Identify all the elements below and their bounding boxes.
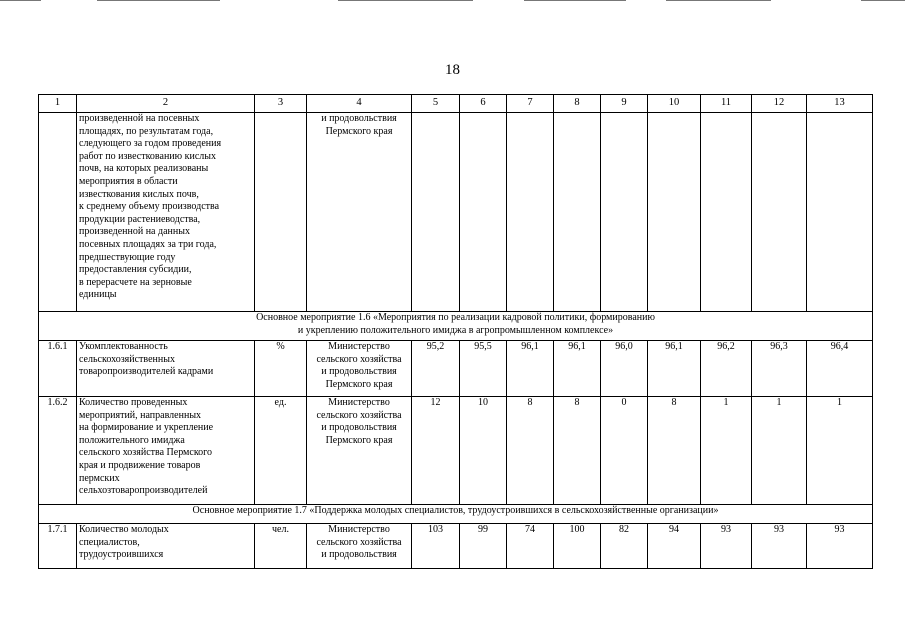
value-cell: 96,0: [601, 341, 648, 397]
value-cell: 96,1: [648, 341, 701, 397]
row-number-cell: [39, 113, 77, 312]
value-cell: 93: [701, 524, 752, 569]
text-line: на формирование и укрепление: [79, 422, 214, 434]
value-cell: 8: [507, 397, 554, 505]
text-line: сельского хозяйства: [316, 536, 402, 548]
row-number-cell: 1.7.1: [39, 524, 77, 569]
value-cell: 82: [601, 524, 648, 569]
table-header-row: [39, 95, 873, 113]
value-cell: 95,5: [460, 341, 507, 397]
value-cell: 8: [554, 397, 601, 505]
indicator-name-cell: [77, 397, 255, 505]
text-line: Министерство: [328, 341, 390, 352]
text-line: работ по известкованию кислых: [79, 150, 216, 162]
value-cell: [752, 113, 807, 312]
text-line: и укреплению положительного имиджа в агропромышленном комплексе»: [297, 324, 614, 336]
value-cell: 93: [752, 524, 807, 569]
header-cell: 13: [807, 95, 873, 113]
row-number-cell: 1.6.1: [39, 341, 77, 397]
value-cell: 96,4: [807, 341, 873, 397]
text-line: и продовольствия: [321, 422, 397, 434]
value-cell: 99: [460, 524, 507, 569]
indicator-name-cell: [77, 113, 255, 312]
section-heading: [39, 312, 873, 341]
text-line: Министерство: [328, 397, 390, 408]
header-cell: 5: [412, 95, 460, 113]
text-line: специалистов,: [79, 536, 140, 548]
value-cell: [648, 113, 701, 312]
header-cell: 7: [507, 95, 554, 113]
table-row-1-7-1: [39, 524, 873, 569]
header-cell: 9: [601, 95, 648, 113]
text-line: произведенной на данных: [79, 226, 190, 238]
text-line: Пермского края: [325, 378, 393, 390]
header-cell: 8: [554, 95, 601, 113]
text-line: предоставления субсидии,: [79, 264, 192, 276]
text-line: Пермского края: [325, 434, 393, 446]
table-row-1-6-1: [39, 341, 873, 397]
header-cell: 10: [648, 95, 701, 113]
text-line: сельского хозяйства: [316, 353, 402, 365]
value-cell: [412, 113, 460, 312]
header-cell: 4: [307, 95, 412, 113]
header-cell: 1: [39, 95, 77, 113]
section-row-1-7: [39, 505, 873, 524]
text-line: пермских: [79, 472, 120, 484]
value-cell: 1: [701, 397, 752, 505]
row-number-cell: 1.6.2: [39, 397, 77, 505]
value-cell: 103: [412, 524, 460, 569]
value-cell: [507, 113, 554, 312]
value-cell: 95,2: [412, 341, 460, 397]
responsible-cell: [307, 113, 412, 312]
text-line: края и продвижение товаров: [79, 459, 201, 471]
responsible-cell: [307, 397, 412, 505]
value-cell: 96,2: [701, 341, 752, 397]
value-cell: 96,1: [507, 341, 554, 397]
text-line: сельского хозяйства Пермского: [79, 447, 213, 459]
value-cell: [701, 113, 752, 312]
value-cell: 0: [601, 397, 648, 505]
text-line: сельского хозяйства: [316, 409, 402, 421]
text-line: и продовольствия: [321, 549, 397, 561]
text-line: сельскохозяйственных: [79, 353, 175, 365]
header-cell: 2: [77, 95, 255, 113]
text-line: Основное мероприятие 1.6 «Мероприятия по реализации кадровой политики, формированию: [256, 312, 655, 323]
value-cell: 8: [648, 397, 701, 505]
text-line: товаропроизводителей кадрами: [79, 366, 214, 378]
header-cell: 12: [752, 95, 807, 113]
text-line: известкования кислых почв,: [79, 188, 199, 200]
text-line: посевных площадях за три года,: [79, 238, 217, 250]
value-cell: 96,1: [554, 341, 601, 397]
text-line: мероприятий, направленных: [79, 409, 202, 421]
value-cell: 12: [412, 397, 460, 505]
text-line: к среднему объему производства: [79, 201, 220, 213]
value-cell: [554, 113, 601, 312]
text-line: и продовольствия: [321, 366, 397, 378]
unit-cell: %: [255, 341, 307, 397]
text-line: трудоустроившихся: [79, 549, 164, 561]
unit-cell: [255, 113, 307, 312]
unit-cell: ед.: [255, 397, 307, 505]
text-line: Укомплектованность: [79, 341, 168, 352]
value-cell: [460, 113, 507, 312]
text-line: в перерасчете на зерновые: [79, 276, 192, 288]
value-cell: [601, 113, 648, 312]
value-cell: 1: [752, 397, 807, 505]
indicators-table: [38, 94, 873, 569]
text-line: площадях, по результатам года,: [79, 125, 214, 137]
text-line: Основное мероприятие 1.7 «Поддержка молодых специалистов, трудоустроившихся в сельскохозяйственные организации»: [192, 505, 719, 516]
value-cell: 74: [507, 524, 554, 569]
text-line: следующего за годом проведения: [79, 138, 222, 150]
text-line: предшествующие году: [79, 251, 176, 263]
header-cell: 3: [255, 95, 307, 113]
text-line: положительного имиджа: [79, 434, 185, 446]
header-cell: 11: [701, 95, 752, 113]
text-line: единицы: [79, 289, 117, 301]
value-cell: 10: [460, 397, 507, 505]
value-cell: 93: [807, 524, 873, 569]
section-row-1-6: [39, 312, 873, 341]
text-line: сельхозтоваропроизводителей: [79, 485, 208, 497]
text-line: Количество молодых: [79, 524, 169, 535]
indicator-name-cell: [77, 524, 255, 569]
value-cell: 100: [554, 524, 601, 569]
unit-cell: чел.: [255, 524, 307, 569]
text-line: Министерство: [328, 524, 390, 535]
header-cell: 6: [460, 95, 507, 113]
text-line: Пермского края: [325, 125, 393, 137]
table-row-continuation: [39, 113, 873, 312]
text-line: и продовольствия: [321, 113, 397, 124]
value-cell: 94: [648, 524, 701, 569]
value-cell: 1: [807, 397, 873, 505]
text-line: Количество проведенных: [79, 397, 188, 408]
section-heading: [39, 505, 873, 524]
text-line: почв, на которых реализованы: [79, 163, 209, 175]
text-line: продукции растениеводства,: [79, 213, 201, 225]
text-line: произведенной на посевных: [79, 113, 200, 124]
text-line: мероприятия в области: [79, 175, 178, 187]
page-number: 18: [445, 62, 460, 78]
indicator-name-cell: [77, 341, 255, 397]
table-row-1-6-2: [39, 397, 873, 505]
responsible-cell: [307, 341, 412, 397]
value-cell: 96,3: [752, 341, 807, 397]
value-cell: [807, 113, 873, 312]
responsible-cell: [307, 524, 412, 569]
